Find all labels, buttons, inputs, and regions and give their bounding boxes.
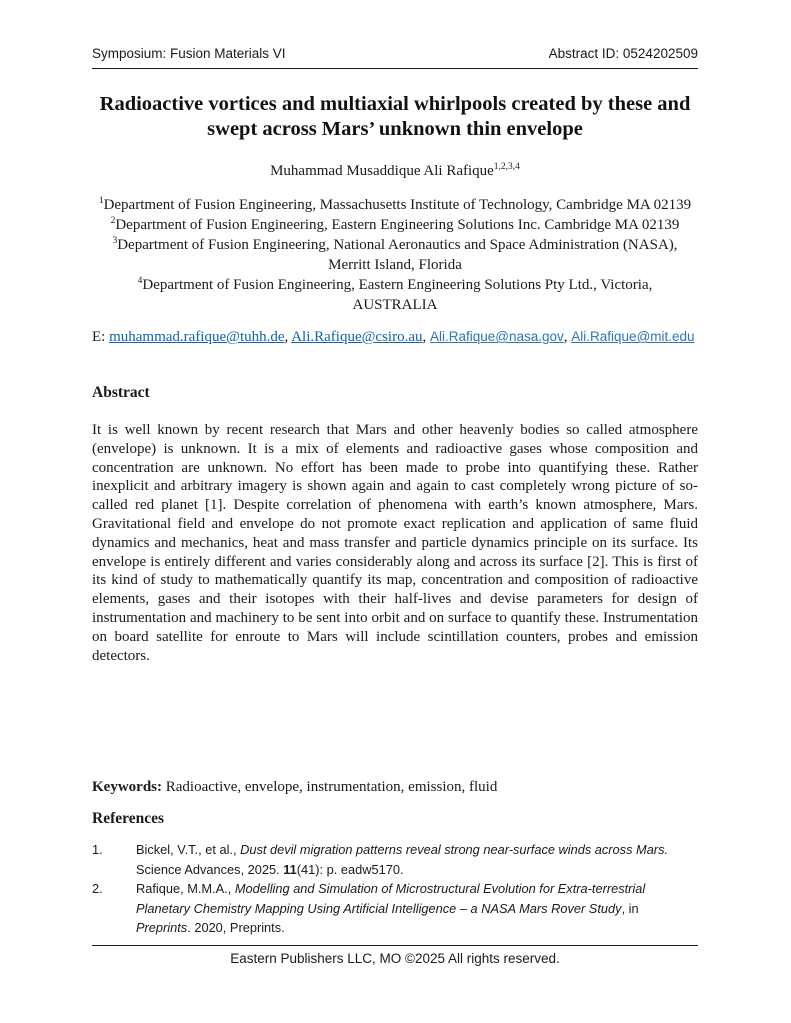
affiliation-line: $^4$Department of Fusion Engineering, Eastern Engineering Solutions Pty Ltd., Victoria, bbox=[137, 276, 653, 293]
reference-number: 2. bbox=[92, 881, 103, 897]
author-line bbox=[92, 163, 698, 180]
reference-item bbox=[92, 879, 698, 938]
reference-text bbox=[136, 879, 676, 938]
affiliation-superscript: 3 bbox=[112, 236, 118, 246]
author-superscript: 1,2,3,4 bbox=[493, 162, 520, 172]
reference-segment: , in bbox=[621, 900, 639, 916]
affiliation-line: $^3$Department of Fusion Engineering, National Aeronautics and Space Administration (NASA), bbox=[112, 236, 678, 253]
email-prefix: E: bbox=[92, 329, 110, 345]
affiliations-block bbox=[92, 195, 698, 315]
affiliation-line: AUSTRALIA bbox=[352, 297, 438, 313]
keywords-text: Radioactive, envelope, instrumentation, emission, fluid bbox=[162, 779, 498, 796]
references-list bbox=[92, 840, 698, 938]
email-links: muhammad.rafique@tuhh.de, Ali.Rafique@csiro.au, Ali.Rafique@nasa.gov, Ali.Rafique@mit.edu bbox=[109, 329, 695, 345]
footer-text: Eastern Publishers LLC, MO ©2025 All rights reserved. bbox=[230, 950, 560, 966]
header-abstract-id: Abstract ID: 0524202509 bbox=[548, 46, 698, 61]
email-line bbox=[92, 329, 698, 346]
reference-segment: Bickel, V.T., et al., bbox=[136, 842, 241, 858]
reference-segment: Rafique, M.M.A., bbox=[136, 881, 235, 897]
references-heading: References bbox=[92, 810, 165, 828]
affiliation-superscript: 1 bbox=[98, 196, 104, 206]
reference-segment: 11 bbox=[283, 861, 297, 877]
reference-text bbox=[136, 840, 676, 879]
title-line: swept across Mars’ unknown thin envelope bbox=[207, 118, 583, 140]
keywords-line bbox=[92, 779, 698, 796]
reference-segment: (41): p. eadw5170. bbox=[296, 861, 404, 877]
affiliation-line: Merritt Island, Florida bbox=[328, 257, 462, 273]
title-line: Radioactive vortices and multiaxial whirlpools created by these and bbox=[99, 93, 691, 115]
abstract-heading: Abstract bbox=[92, 384, 150, 401]
affiliation-superscript: 2 bbox=[110, 216, 116, 226]
reference-segment: . 2020, Preprints. bbox=[187, 920, 285, 936]
email-link[interactable]: muhammad.rafique@tuhh.de bbox=[109, 329, 285, 345]
abstract-text: It is well known by recent research that Mars and other heavenly bodies so called atmosphere (envelope) is unknown. It is a mix of elements and radioactive gases whose composition and concentration are unknown. No effort has been made to probe into quantifying these. Rather inexplicit and arbitrary imagery is shown again and again to cast completely wrong picture of so-called red planet [1]. Despite correlation of phenomena with earth’s known atmosphere, Mars. Gravitational field and envelope do not promote exact replication and application of same fluid dynamics and mechanics, heat and mass transfer and particle dynamics principle on its surface. Its envelope is entirely different and varies considerably along and across its surface [2]. This is first of its kind of study to mathematically quantify its map, concentration and composition of radioactive elements, gases and their isotopes with their half-lives and devise parameters for design of instrumentation and machinery to be sent into orbit and on surface to quantify these. Instrumentation on board satellite for enroute to Mars will include scintillation counters, probes and emission detectors. bbox=[92, 422, 698, 664]
affiliation-superscript: 4 bbox=[137, 276, 143, 286]
email-link[interactable]: Ali.Rafique@csiro.au bbox=[291, 329, 423, 345]
author-name: Muhammad Musaddique Ali Rafique bbox=[270, 163, 494, 179]
header-symposium-label: Symposium: Fusion Materials VI bbox=[92, 46, 286, 61]
page-header bbox=[92, 46, 698, 69]
paper-title bbox=[92, 92, 698, 142]
reference-segment: Dust devil migration patterns reveal strong near-surface winds across Mars. bbox=[240, 842, 669, 858]
reference-segment: Preprints bbox=[136, 920, 188, 936]
reference-segment: Modelling and Simulation of Microstructural Evolution for Extra-terrestrial Planetary Chemistry Mapping Using Artificial Intelligence – a NASA Mars Rover Study bbox=[136, 881, 646, 916]
email-link[interactable]: Ali.Rafique@mit.edu bbox=[571, 329, 695, 344]
reference-item bbox=[92, 840, 698, 879]
keywords-label: Keywords: bbox=[92, 779, 162, 796]
reference-segment: Science Advances, 2025. bbox=[136, 861, 284, 877]
reference-number: 1. bbox=[92, 842, 103, 858]
email-link[interactable]: Ali.Rafique@nasa.gov bbox=[430, 329, 564, 344]
affiliation-line: $^2$Department of Fusion Engineering, Eastern Engineering Solutions Inc. Cambridge MA 02139 bbox=[110, 216, 680, 233]
affiliation-line: $^1$Department of Fusion Engineering, Massachusetts Institute of Technology, Cambridge MA 02139 bbox=[98, 196, 692, 213]
